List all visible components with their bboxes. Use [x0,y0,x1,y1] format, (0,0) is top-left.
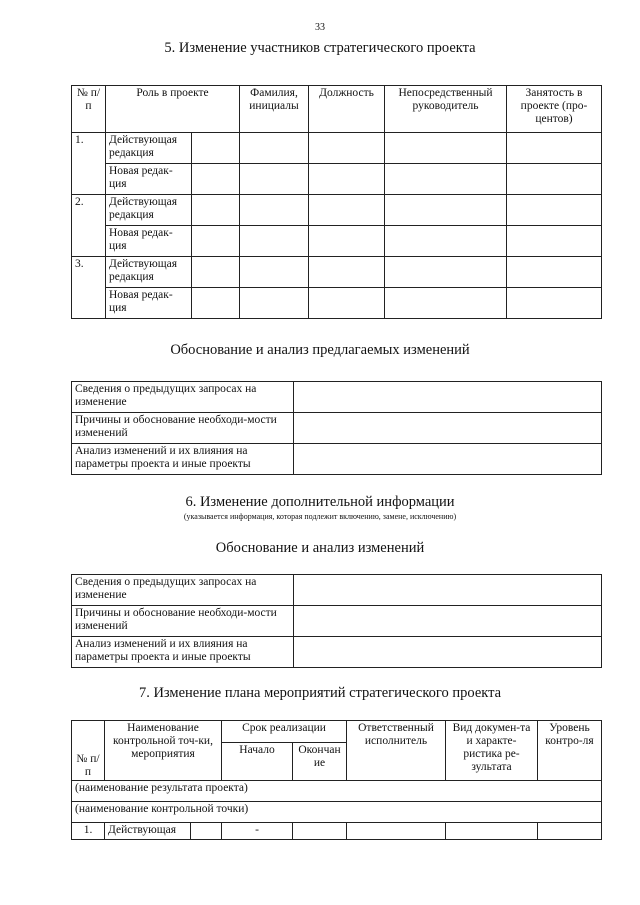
row-label: Сведения о предыдущих запросах на изменение [72,575,294,606]
analysis2-table [71,574,602,668]
row-number: 3. [72,257,106,319]
row-current-label: Действующая редакция [106,257,192,288]
header-role: Роль в проекте [106,86,240,133]
row-label: Анализ изменений и их влияния на параметры проекта и иные проекты [72,444,294,475]
section7-title: 7. Изменение плана мероприятий стратегического проекта [138,685,502,701]
header-num: № п/п [72,86,106,133]
header-load: Занятость в проекте (про-центов) [507,86,602,133]
row-label: Причины и обоснование необходи-мости изменений [72,413,294,444]
header-period: Срок реализации [222,721,347,743]
result-row-label: (наименование результата проекта) [72,781,602,802]
header-position: Должность [309,86,385,133]
row-new-label: Новая редак-ция [106,288,192,319]
row-new-label: Новая редак-ция [106,226,192,257]
table-row [72,575,602,606]
row-number: 2. [72,195,106,257]
header-doc: Вид докумен-та и характе-ристика ре-зультата [446,721,538,781]
row-number: 1. [72,133,106,195]
row-start-value: - [222,823,293,840]
analysis1-table [71,381,602,475]
table-row [72,413,602,444]
header-num: № п/п [72,721,105,781]
action-plan-table [71,720,602,840]
table-row [72,164,602,195]
section6-note: (указывается информация, которая подлежит включению, замене, исключению) [183,512,457,521]
header-end: Окончание [293,743,347,781]
row-label: Причины и обоснование необходи-мости изменений [72,606,294,637]
table-row [72,823,602,840]
row-label: Анализ изменений и их влияния на параметры проекта и иные проекты [72,637,294,668]
section5-title: 5. Изменение участников стратегического проекта [164,40,476,56]
table-row [72,195,602,226]
analysis1-title: Обоснование и анализ предлагаемых изменений [170,342,470,358]
table-row [72,444,602,475]
row-current-label: Действующая редакция [106,195,192,226]
header-start: Начало [222,743,293,781]
table-row [72,781,602,802]
header-manager: Непосредственный руководитель [385,86,507,133]
row-new-label: Новая редак-ция [106,164,192,195]
table-row [72,637,602,668]
table-row [72,226,602,257]
row-current-label: Действующая [105,823,191,840]
header-name: Фамилия, инициалы [240,86,309,133]
header-responsible: Ответственный исполнитель [347,721,446,781]
participants-table [71,85,602,319]
row-label: Сведения о предыдущих запросах на изменение [72,382,294,413]
section6-title: 6. Изменение дополнительной информации [185,494,455,510]
table-row [72,288,602,319]
table-row [72,382,602,413]
row-number: 1. [72,823,105,840]
page-number: 33 [315,22,325,33]
checkpoint-row-label: (наименование контрольной точки) [72,802,602,823]
row-current-label: Действующая редакция [106,133,192,164]
table-row [72,606,602,637]
header-name: Наименование контрольной точ-ки, мероприятия [105,721,222,781]
table-row [72,133,602,164]
header-level: Уровень контро-ля [538,721,602,781]
table-row [72,802,602,823]
analysis2-title: Обоснование и анализ изменений [215,540,425,556]
table-row [72,257,602,288]
